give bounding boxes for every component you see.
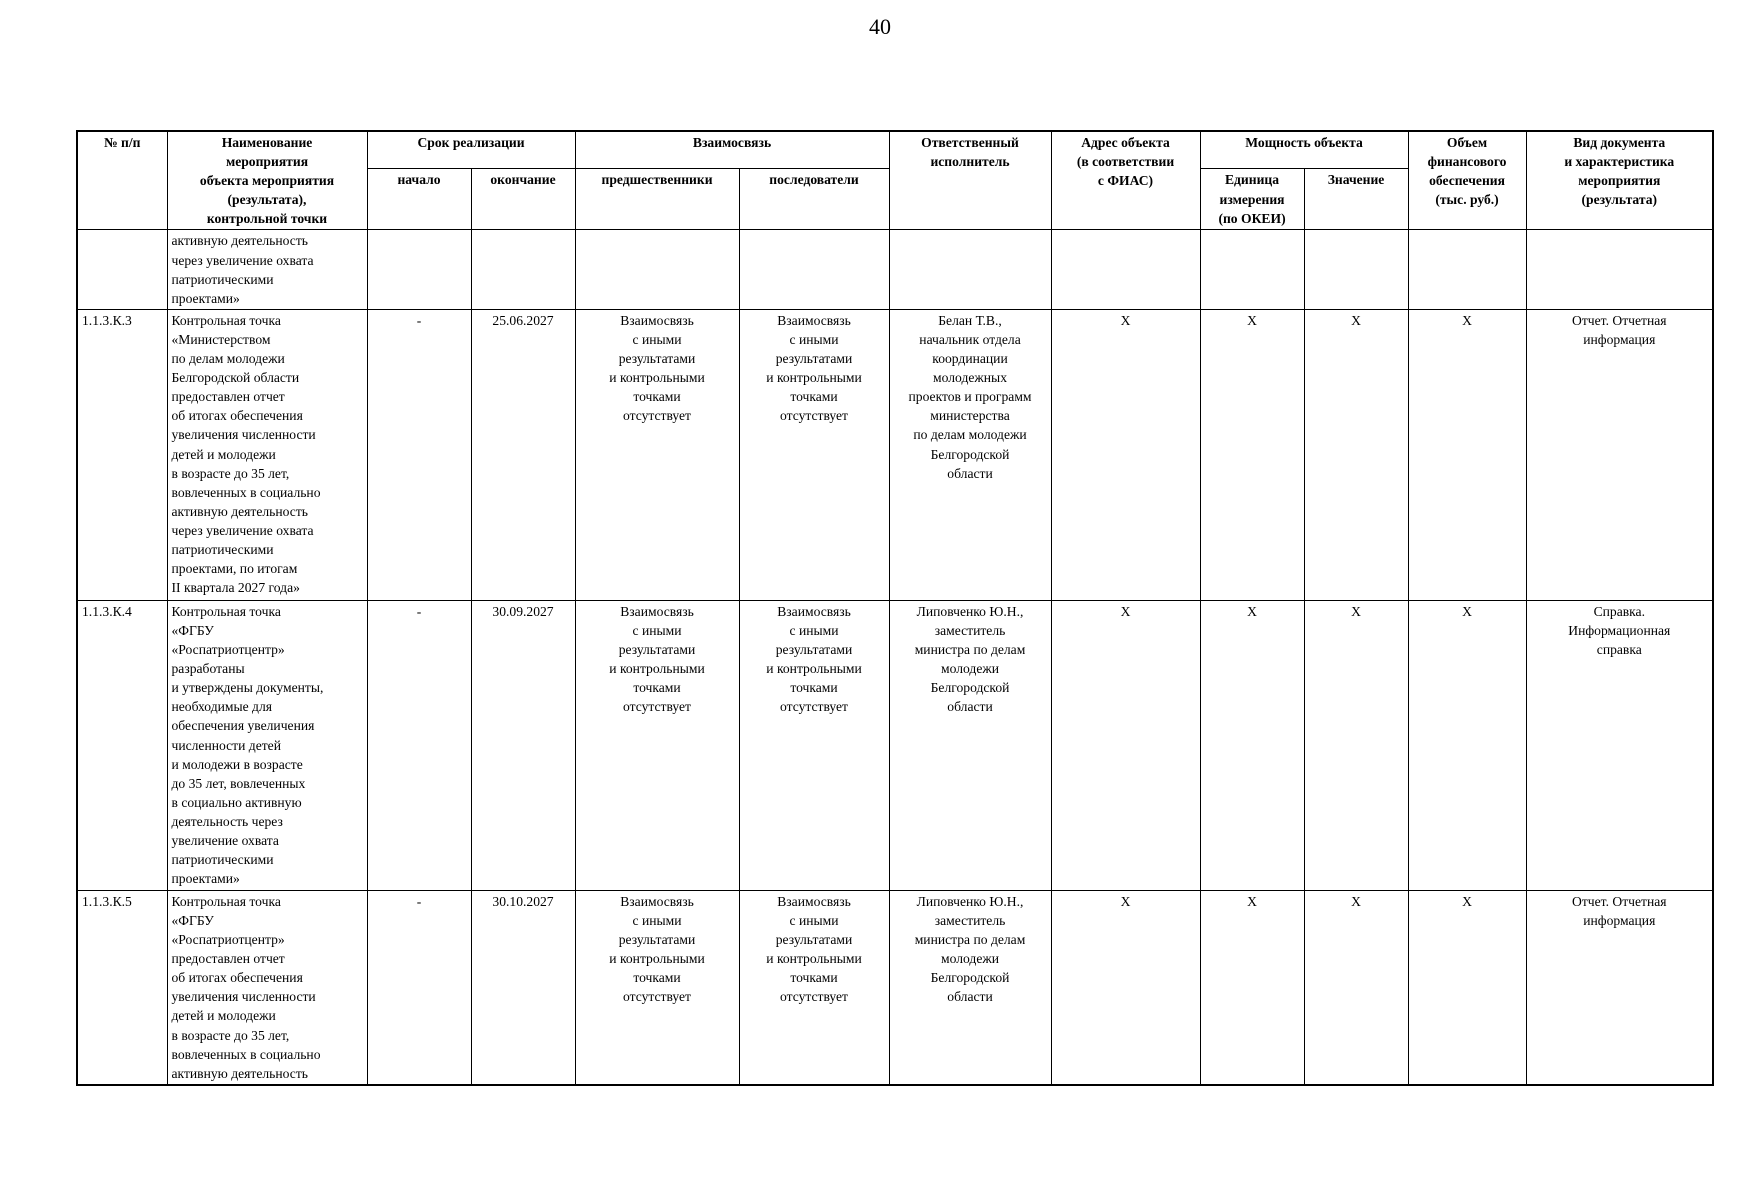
cell-unit xyxy=(1200,230,1304,309)
cell-doc-type: Отчет. Отчетная информация xyxy=(1526,309,1713,600)
header-row-1 xyxy=(77,131,1713,169)
cell-address: X xyxy=(1051,600,1200,890)
cell-predecessors: Взаимосвязь с иными результатами и контрольными точками отсутствует xyxy=(575,890,739,1085)
cell-successors: Взаимосвязь с иными результатами и контрольными точками отсутствует xyxy=(739,600,889,890)
cell-successors: Взаимосвязь с иными результатами и контрольными точками отсутствует xyxy=(739,890,889,1085)
cell-name: активную деятельность через увеличение охвата патриотическими проектами» xyxy=(167,230,367,309)
cell-unit: X xyxy=(1200,890,1304,1085)
cell-successors xyxy=(739,230,889,309)
cell-predecessors: Взаимосвязь с иными результатами и контрольными точками отсутствует xyxy=(575,600,739,890)
header-responsible: Ответственный исполнитель xyxy=(889,131,1051,230)
table-row xyxy=(77,890,1713,1085)
header-capacity: Мощность объекта xyxy=(1200,131,1408,169)
cell-value: X xyxy=(1304,890,1408,1085)
cell-start: - xyxy=(367,890,471,1085)
cell-finance: X xyxy=(1408,600,1526,890)
cell-id: 1.1.3.К.3 xyxy=(77,309,167,600)
cell-doc-type xyxy=(1526,230,1713,309)
table-row xyxy=(77,600,1713,890)
cell-unit: X xyxy=(1200,309,1304,600)
cell-responsible: Липовченко Ю.Н., заместитель министра по делам молодежи Белгородской области xyxy=(889,600,1051,890)
cell-doc-type: Справка. Информационная справка xyxy=(1526,600,1713,890)
cell-address: X xyxy=(1051,890,1200,1085)
header-unit: Единица измерения (по ОКЕИ) xyxy=(1200,169,1304,230)
cell-value: X xyxy=(1304,309,1408,600)
cell-start: - xyxy=(367,600,471,890)
cell-value xyxy=(1304,230,1408,309)
cell-end: 30.09.2027 xyxy=(471,600,575,890)
cell-end xyxy=(471,230,575,309)
cell-name: Контрольная точка «ФГБУ «Роспатриотцентр» предоставлен отчет об итогах обеспечения увеличения численности детей и молодежи в возрасте до 35 лет, вовлеченных в социально активную деятельность xyxy=(167,890,367,1085)
cell-value: X xyxy=(1304,600,1408,890)
header-address: Адрес объекта (в соответствии с ФИАС) xyxy=(1051,131,1200,230)
cell-end: 25.06.2027 xyxy=(471,309,575,600)
cell-end: 30.10.2027 xyxy=(471,890,575,1085)
cell-address: X xyxy=(1051,309,1200,600)
cell-name: Контрольная точка «ФГБУ «Роспатриотцентр» разработаны и утверждены документы, необходимые для обеспечения увеличения численности детей и молодежи в возрасте до 35 лет, вовлеченных в социально активную деятельность через увеличение охвата патриотическими проектами» xyxy=(167,600,367,890)
table-row xyxy=(77,309,1713,600)
cell-id xyxy=(77,230,167,309)
cell-start: - xyxy=(367,309,471,600)
header-predecessors: предшественники xyxy=(575,169,739,230)
cell-predecessors xyxy=(575,230,739,309)
header-finance: Объем финансового обеспечения (тыс. руб.) xyxy=(1408,131,1526,230)
cell-finance xyxy=(1408,230,1526,309)
cell-predecessors: Взаимосвязь с иными результатами и контрольными точками отсутствует xyxy=(575,309,739,600)
header-term: Срок реализации xyxy=(367,131,575,169)
header-name: Наименование мероприятия объекта мероприятия (результата), контрольной точки xyxy=(167,131,367,230)
plan-table xyxy=(76,130,1714,1086)
header-successors: последователи xyxy=(739,169,889,230)
table-row-continuation xyxy=(77,230,1713,309)
cell-doc-type: Отчет. Отчетная информация xyxy=(1526,890,1713,1085)
cell-finance: X xyxy=(1408,309,1526,600)
header-num: № п/п xyxy=(77,131,167,230)
cell-finance: X xyxy=(1408,890,1526,1085)
header-term-end: окончание xyxy=(471,169,575,230)
cell-id: 1.1.3.К.5 xyxy=(77,890,167,1085)
cell-responsible xyxy=(889,230,1051,309)
header-doc-type: Вид документа и характеристика мероприятия (результата) xyxy=(1526,131,1713,230)
header-term-start: начало xyxy=(367,169,471,230)
cell-unit: X xyxy=(1200,600,1304,890)
page-number: 40 xyxy=(869,14,891,39)
cell-responsible: Липовченко Ю.Н., заместитель министра по делам молодежи Белгородской области xyxy=(889,890,1051,1085)
cell-successors: Взаимосвязь с иными результатами и контрольными точками отсутствует xyxy=(739,309,889,600)
cell-address xyxy=(1051,230,1200,309)
header-value: Значение xyxy=(1304,169,1408,230)
cell-name: Контрольная точка «Министерством по делам молодежи Белгородской области предоставлен отчет об итогах обеспечения увеличения численности детей и молодежи в возрасте до 35 лет, вовлеченных в социально активную деятельность через увеличение охвата патриотическими проектами, по итогам II квартала 2027 года» xyxy=(167,309,367,600)
cell-responsible: Белан Т.В., начальник отдела координации молодежных проектов и программ министерства по делам молодежи Белгородской области xyxy=(889,309,1051,600)
cell-start xyxy=(367,230,471,309)
cell-id: 1.1.3.К.4 xyxy=(77,600,167,890)
header-relation: Взаимосвязь xyxy=(575,131,889,169)
